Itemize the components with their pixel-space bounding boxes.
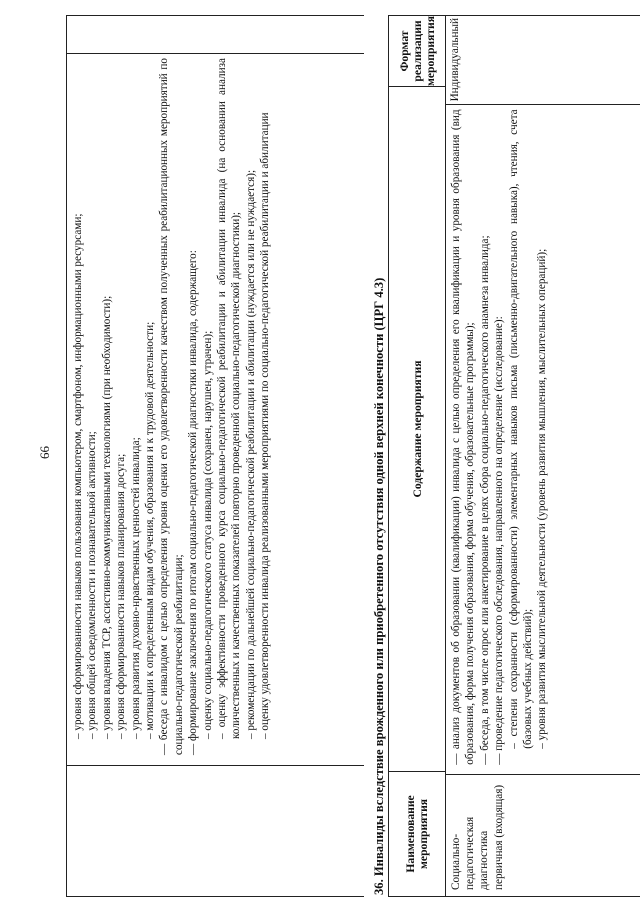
content-line: – уровня развития духовно-нравственных ценностей инвалида; [129,437,142,739]
content-line: – уровня сформированности навыков планирования досуга; [115,453,128,739]
content-line: – рекомендации по дальнейшей социально-педагогической реабилитации и абилитации (нуждается или не нуждается); [244,169,257,739]
continuation-name-cell [67,765,364,896]
header-activity-content: Содержание мероприятия [389,86,445,771]
content-line: — беседа с инвалидом с целью определения уровня оценки его удовлетворенности качеством полученных реабилитационных мероприятий по социально-педагогической реабилитации; [158,58,185,755]
content-line: – уровня владения ТСР, ассистивно-коммуникативными технологиями (при необходимости); [100,295,113,739]
content-line: – мотивации к определенным видам обучения, образования и к трудовой деятельности; [144,321,157,739]
content-line: – степени сохранности (сформированности) элементарных навыков письма (письменно-двигательного навыка), чтения, счета (базовых учебных действий); [507,109,535,749]
content-line: — формирование заключения по итогам социально-педагогической диагностики инвалида, содержащего: [187,250,200,755]
table-row [446,16,640,896]
content-line: – уровня сформированности навыков пользования компьютером, смартфоном, информационными ресурсами; [72,213,84,739]
page-number: 66 [37,446,52,459]
content-line: — анализ документов об образовании (квалификации) инвалида с целью определения его квалификации и уровня образования (вид образования, форма получения образования, форма обучения, образовательные программы); [450,109,477,765]
activity-format: Индивидуальный [449,18,461,102]
activity-name: Социально-педагогическая диагностика первичная (входящая) [450,784,505,890]
continuation-format-cell [67,16,364,53]
header-activity-format: Формат реализации мероприятия [397,16,437,87]
content-line: – оценку удовлетворенности инвалида реализованными мероприятиями по социально-педагогической реабилитации и абилитации [259,112,272,739]
content-line: — проведение педагогического обследования, направленного на определение (исследование): [493,316,506,765]
section-title: 36. Инвалиды вследствие врожденного или приобретенного отсутствия одной верхней конечности (ЦРГ 4.3) [372,277,386,895]
activities-table [388,15,640,897]
content-line: — беседа, в том числе опрос или анкетирование в целях сбора социально-педагогического анамнеза инвалида; [478,235,491,765]
continuation-content-cell [67,53,364,765]
continuation-table [66,15,364,897]
content-line: – оценку социально-педагогического статуса инвалида (сохранен, нарушен, утрачен); [201,330,214,739]
content-line: – уровня развития мыслительной деятельности (уровень развития мышления, мыслительных операций); [536,248,549,749]
activity-content [446,105,550,773]
header-activity-name: Наименование мероприятия [389,771,445,896]
content-line: – оценку эффективности проведенного курса социально-педагогической реабилитации и абилитации инвалида (на основании анализа количественных и качественных показателей повторно проведенной социально-педагогической диагностики); [216,58,243,739]
content-line: – уровня общей осведомленности и познавательной активности; [86,431,99,739]
table-header-row [389,16,446,896]
